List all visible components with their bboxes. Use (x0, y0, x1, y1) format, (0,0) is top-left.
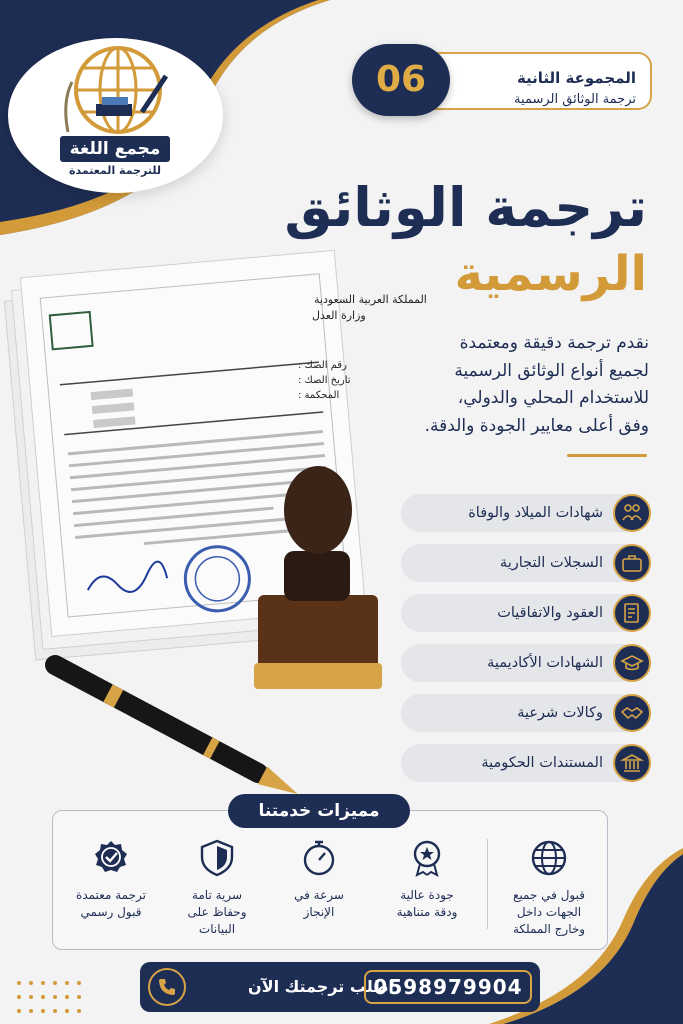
feature-item-certified (61, 811, 161, 951)
stopwatch-icon (300, 839, 338, 877)
service-item-government-documents (401, 744, 651, 782)
family-icon (613, 494, 651, 532)
feature-label: سرعة في الإنجاز (294, 888, 344, 919)
feature-label: ترجمة معتمدة قبول رسمي (76, 888, 146, 919)
phone-number[interactable]: 0598979904 (364, 970, 532, 1004)
logo-subtitle: للترجمة المعتمدة (69, 164, 161, 177)
description-line: نقدم ترجمة دقيقة ومعتمدة (459, 333, 649, 353)
briefcase-icon (613, 544, 651, 582)
group-badge (352, 44, 652, 116)
feature-item-speed (269, 811, 369, 951)
cta-label[interactable]: اطلب ترجمتك الآن (248, 977, 394, 996)
feature-item-acceptance (499, 811, 599, 951)
service-label: السجلات التجارية (499, 555, 603, 571)
feature-item-confidentiality (167, 811, 267, 951)
service-label: المستندات الحكومية (481, 755, 603, 771)
government-building-icon (613, 744, 651, 782)
gold-divider (567, 454, 647, 457)
service-item-commercial-records (401, 544, 651, 582)
verified-badge-icon (92, 839, 130, 877)
service-label: العقود والاتفاقيات (497, 605, 603, 621)
description-line: وفق أعلى معايير الجودة والدقة. (424, 415, 649, 436)
features-title: مميزات خدمتنا (228, 794, 410, 828)
headline-line-1: ترجمة الوثائق (284, 176, 647, 239)
feature-label: جودة عالية ودقة متناهية (396, 888, 458, 919)
description-line: لجميع أنواع الوثائق الرسمية (454, 360, 649, 381)
headline-line-2: الرسمية (454, 246, 647, 302)
shield-icon (198, 839, 236, 877)
service-label: شهادات الميلاد والوفاة (468, 505, 603, 521)
feature-label: سرية تامة وحفاظ على البيانات (187, 888, 247, 936)
contract-icon (613, 594, 651, 632)
service-item-legal-powers (401, 694, 651, 732)
service-item-academic-certificates (401, 644, 651, 682)
service-label: الشهادات الأكاديمية (487, 655, 603, 671)
graduation-cap-icon (613, 644, 651, 682)
globe-icon (58, 42, 173, 137)
document-field-1: رقم الصك : (298, 360, 347, 371)
document-field-3: المحكمة : (298, 390, 340, 401)
company-logo (8, 38, 223, 193)
phone-icon (148, 968, 186, 1006)
order-now-button[interactable] (140, 962, 540, 1012)
feature-label: قبول في جميع الجهات داخل وخارج المملكة (512, 888, 586, 936)
document-header-line-2: وزارة العدل (312, 309, 366, 322)
group-subtitle: ترجمة الوثائق الرسمية (514, 92, 636, 107)
globe-icon (530, 839, 568, 877)
document-header-line-1: المملكة العربية السعودية (314, 293, 427, 306)
service-item-birth-death-certificates (401, 494, 651, 532)
feature-item-quality (377, 811, 477, 951)
description-line: للاستخدام المحلي والدولي، (457, 388, 649, 408)
handshake-icon (613, 694, 651, 732)
service-item-contracts (401, 594, 651, 632)
service-label: وكالات شرعية (517, 705, 603, 721)
logo-name: مجمع اللغة (60, 136, 170, 162)
group-title: المجموعة الثانية (516, 69, 636, 87)
group-number: 06 (352, 44, 450, 116)
features-divider (487, 839, 488, 929)
document-field-2: تاريخ الصك : (298, 375, 351, 386)
document-illustration (0, 245, 427, 790)
award-badge-icon (408, 839, 446, 877)
features-panel (52, 810, 608, 950)
dots-decoration (14, 978, 84, 1018)
